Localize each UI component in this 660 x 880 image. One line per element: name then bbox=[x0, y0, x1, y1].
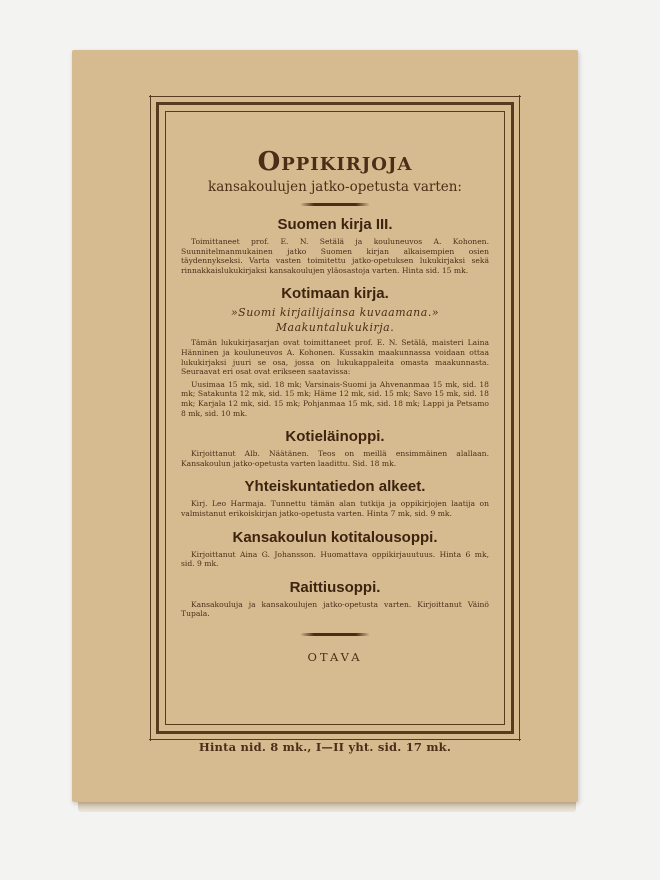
book-heading: Kotieläinoppi. bbox=[285, 428, 385, 446]
page-title: Oppikirjoja bbox=[257, 147, 413, 177]
book-heading: Kansakoulun kotitalousoppi. bbox=[232, 528, 438, 546]
publisher-name: OTAVA bbox=[307, 649, 363, 664]
book-price-list: Uusimaa 15 mk, sid. 18 mk; Varsinais-Suomi ja Ahvenanmaa 15 mk, sid. 18 mk; Satakunta 12 mk, sid. 15 mk; Häme 12 mk, sid. 15 mk; Savo 15 mk, sid. 18 mk; Karjala 12 mk, sid. 15 mk; Pohjanmaa 15 mk, sid. 18 mk; Lappi ja Petsamo 8 mk, sid. 10 mk. bbox=[181, 379, 489, 418]
book-tagline: »Suomi kirjailijainsa kuvaamana.» bbox=[230, 306, 440, 320]
book-description: Kirj. Leo Harmaja. Tunnettu tämän alan tutkija ja oppikirjojen laatija on valmistanut erikoiskirjan jatko-opetusta varten. Hinta 7 mk, sid. 9 mk. bbox=[181, 499, 489, 518]
book-description: Kirjoittanut Aina G. Johansson. Huomattava oppikirjauutuus. Hinta 6 mk, sid. 9 mk. bbox=[181, 549, 489, 569]
book-heading: Suomen kirja III. bbox=[277, 216, 393, 233]
page-subtitle: kansakoulujen jatko-opetusta varten: bbox=[208, 179, 462, 195]
bundle-price: Hinta nid. 8 mk., I—II yht. sid. 17 mk. bbox=[198, 740, 452, 754]
book-description: Toimittaneet prof. E. N. Setälä ja kouluneuvos A. Kohonen. Suunnitelmanmukainen jatko Suomen kirjan alkaisempien osien täydennykseksi. Varta vasten toimitettu jatko-opetuksen lukukirjaksi sekä rinnakkaislukukirjaksi kansakoulujen yläosastoja varten. Hinta sid. 15 mk. bbox=[181, 237, 489, 275]
ornamental-rule bbox=[300, 203, 370, 206]
frame-line-top bbox=[149, 96, 521, 97]
frame-line-right bbox=[519, 95, 520, 741]
book-description: Tämän lukukirjasarjan ovat toimittaneet prof. E. N. Setälä, maisteri Laina Hänninen ja kouluneuvos A. Kohonen. Kussakin maakunnassa voidaan ottaa lukukirjaksi juuri se osa, jossa on lukukappaleita omasta maakunnasta. Seuraavat eri osat ovat erikseen saatavissa: bbox=[181, 338, 489, 377]
frame-content bbox=[179, 135, 491, 711]
book-heading: Yhteiskuntatiedon alkeet. bbox=[244, 478, 426, 496]
decorative-frame bbox=[156, 102, 514, 734]
ornamental-rule bbox=[300, 633, 370, 636]
book-heading: Raittiusoppi. bbox=[289, 578, 381, 596]
book-heading: Kotimaan kirja. bbox=[281, 285, 389, 303]
book-description: Kansakouluja ja kansakoulujen jatko-opetusta varten. Kirjoittanut Väinö Tupala. bbox=[181, 599, 489, 619]
book-back-cover bbox=[72, 50, 578, 802]
book-description: Kirjoittanut Alb. Näätänen. Teos on meillä ensimmäinen alallaan. Kansakoulun jatko-opetusta varten laadittu. Sid. 18 mk. bbox=[181, 449, 489, 468]
frame-line-left bbox=[150, 95, 151, 741]
book-subtitle: Maakuntalukukirja. bbox=[275, 321, 395, 335]
